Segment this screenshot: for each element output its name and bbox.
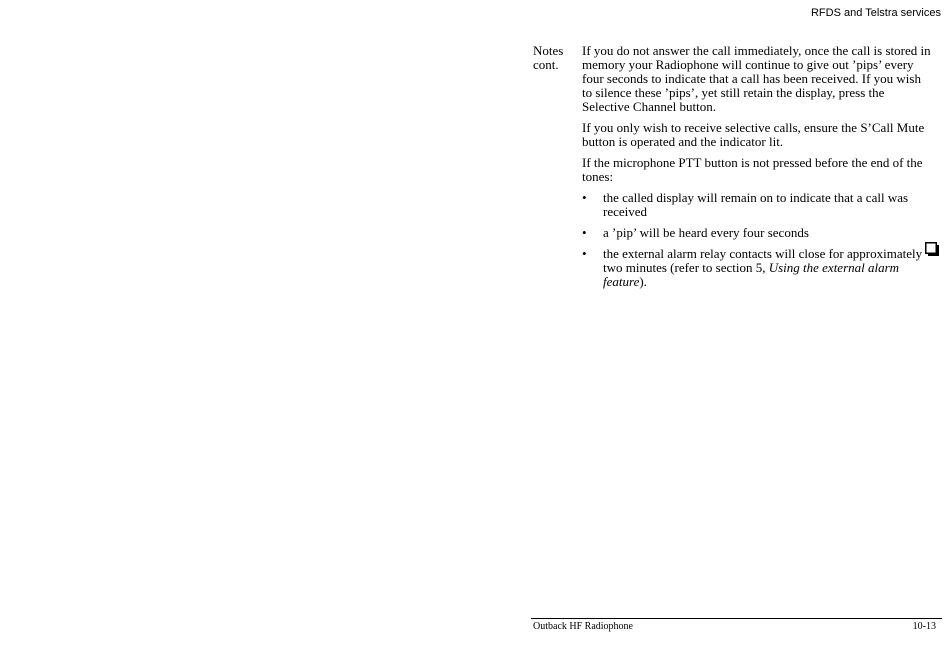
section-reference: Using the external alarm feature bbox=[603, 260, 900, 289]
paragraph-selective-calls: If you only wish to receive selective calls, ensure the S’Call Mute button is operated and the indicator lit. bbox=[582, 120, 925, 149]
paragraph-ptt: If the microphone PTT button is not pressed before the end of the tones: bbox=[582, 155, 923, 184]
side-note bbox=[533, 44, 578, 72]
running-header: RFDS and Telstra services bbox=[810, 7, 941, 19]
page-number: 10-13 bbox=[912, 621, 936, 632]
shadowed-box-icon bbox=[925, 242, 939, 256]
side-note-line1: Notes bbox=[533, 43, 564, 58]
list-item-text: a ’pip’ will be heard every four seconds bbox=[603, 225, 809, 240]
bullet-icon: • bbox=[582, 190, 587, 205]
paragraph-stored-call: If you do not answer the call immediately, once the call is stored in memory your Radiophone will continue to give out ’pips’ every four seconds to indicate that a call has been received. If you wish to silence these ’pips’, yet still retain the display, press the Selective Channel button. bbox=[582, 43, 931, 114]
list-item bbox=[582, 226, 934, 240]
body-column bbox=[582, 44, 934, 296]
list-item-text-post: ). bbox=[639, 274, 647, 289]
footer-rule bbox=[531, 618, 942, 619]
list-item-text-pre: the external alarm relay contacts will close for approximately two minutes (refer to section 5, bbox=[603, 246, 923, 275]
bullet-icon: • bbox=[582, 246, 587, 261]
bullet-list bbox=[582, 191, 934, 289]
list-item bbox=[582, 247, 934, 289]
footer-title: Outback HF Radiophone bbox=[533, 621, 633, 632]
bullet-icon: • bbox=[582, 225, 587, 240]
list-item bbox=[582, 191, 934, 219]
list-item-text: the called display will remain on to indicate that a call was received bbox=[603, 190, 909, 219]
side-note-line2: cont. bbox=[533, 57, 559, 72]
